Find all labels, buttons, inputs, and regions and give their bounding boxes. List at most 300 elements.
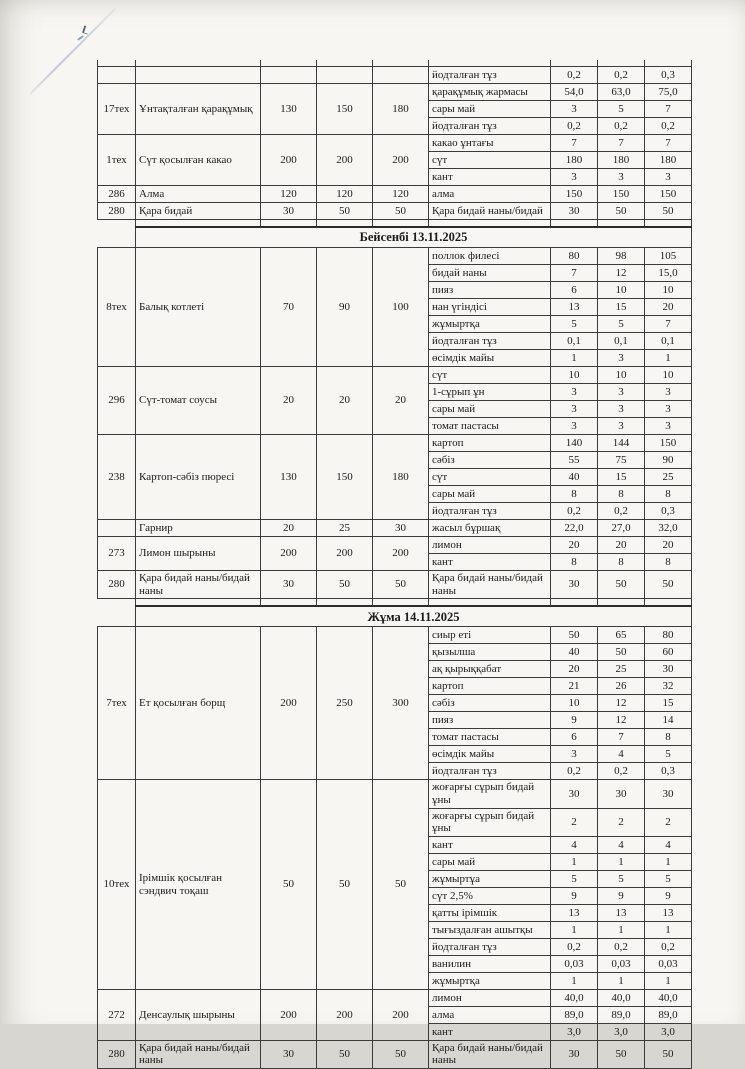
ingredient-name-cell: жоғарғы сұрып бидай ұны xyxy=(429,780,551,808)
ingredient-name-cell: кант xyxy=(429,169,551,186)
portion-weight-cell: 180 xyxy=(373,84,429,135)
ingredient-qty-cell: 180 xyxy=(551,152,598,169)
ingredient-qty-cell: 2 xyxy=(598,808,645,836)
gap-cell xyxy=(551,599,598,607)
ingredient-qty-cell: 105 xyxy=(645,248,692,265)
ingredient-qty-cell: 5 xyxy=(645,746,692,763)
portion-weight-cell: 50 xyxy=(317,571,373,599)
ingredient-qty-cell: 0,2 xyxy=(598,67,645,84)
portion-weight-cell xyxy=(261,67,317,84)
ingredient-qty-cell: 32 xyxy=(645,678,692,695)
ingredient-name-cell: йодталған тұз xyxy=(429,763,551,780)
table-row xyxy=(98,248,692,265)
gap-cell xyxy=(645,220,692,228)
ingredient-name-cell: алма xyxy=(429,186,551,203)
portion-weight-cell: 50 xyxy=(373,1040,429,1068)
ingredient-qty-cell: 0,03 xyxy=(598,955,645,972)
dish-code-cell: 286 xyxy=(98,186,136,203)
ingredient-name-cell: сәбіз xyxy=(429,695,551,712)
ingredient-qty-cell: 21 xyxy=(551,678,598,695)
ingredient-name-cell: сары май xyxy=(429,101,551,118)
ingredient-qty-cell: 50 xyxy=(551,627,598,644)
ingredient-qty-cell: 3 xyxy=(551,746,598,763)
ingredient-qty-cell: 22,0 xyxy=(551,520,598,537)
ingredient-qty-cell: 180 xyxy=(645,152,692,169)
ingredient-name-cell: Қара бидай наны/бидай xyxy=(429,203,551,220)
ingredient-qty-cell: 10 xyxy=(551,367,598,384)
ingredient-qty-cell: 0,3 xyxy=(645,503,692,520)
ingredient-qty-cell: 50 xyxy=(645,1040,692,1068)
ingredient-qty-cell: 0,3 xyxy=(645,67,692,84)
portion-weight-cell: 25 xyxy=(317,520,373,537)
ingredient-qty-cell: 0,03 xyxy=(551,955,598,972)
day-header: Бейсенбі 13.11.2025 xyxy=(136,227,692,248)
gap-cell xyxy=(261,599,317,607)
dish-code-cell: 8тех xyxy=(98,248,136,367)
ingredient-qty-cell: 0,2 xyxy=(645,938,692,955)
portion-weight-cell: 180 xyxy=(373,435,429,520)
ingredient-qty-cell: 8 xyxy=(598,554,645,571)
ingredient-qty-cell: 150 xyxy=(598,186,645,203)
ingredient-qty-cell: 180 xyxy=(598,152,645,169)
ingredient-qty-cell: 54,0 xyxy=(551,84,598,101)
portion-weight-cell: 200 xyxy=(317,989,373,1040)
ingredient-name-cell: картоп xyxy=(429,678,551,695)
ingredient-qty-cell: 7 xyxy=(598,729,645,746)
ingredient-qty-cell: 9 xyxy=(645,887,692,904)
ingredient-qty-cell: 4 xyxy=(551,836,598,853)
ingredient-name-cell: бидай наны xyxy=(429,265,551,282)
ingredient-qty-cell: 30 xyxy=(551,780,598,808)
ingredient-qty-cell: 5 xyxy=(598,870,645,887)
dish-name-cell: Картоп-сәбіз пюресі xyxy=(136,435,261,520)
dish-code-cell: 272 xyxy=(98,989,136,1040)
dish-name-cell: Лимон шырыны xyxy=(136,537,261,571)
section-gap-row xyxy=(98,220,692,228)
ingredient-qty-cell: 150 xyxy=(645,186,692,203)
ingredient-qty-cell: 7 xyxy=(598,135,645,152)
ingredient-qty-cell: 20 xyxy=(645,299,692,316)
dish-code-cell: 280 xyxy=(98,203,136,220)
gap-cell xyxy=(317,599,373,607)
ingredient-qty-cell: 15 xyxy=(598,469,645,486)
ingredient-qty-cell: 1 xyxy=(645,921,692,938)
gap-cell xyxy=(598,599,645,607)
ingredient-qty-cell: 3 xyxy=(598,401,645,418)
portion-weight-cell: 200 xyxy=(317,135,373,186)
ingredient-qty-cell: 1 xyxy=(645,350,692,367)
ingredient-qty-cell: 3,0 xyxy=(598,1023,645,1040)
portion-weight-cell: 150 xyxy=(317,435,373,520)
ingredient-qty-cell: 5 xyxy=(551,316,598,333)
portion-weight-cell: 30 xyxy=(373,520,429,537)
table-row xyxy=(98,367,692,384)
ingredient-qty-cell: 3 xyxy=(645,401,692,418)
ingredient-qty-cell: 7 xyxy=(645,101,692,118)
ingredient-name-cell: жұмыртұа xyxy=(429,870,551,887)
ingredient-qty-cell: 3 xyxy=(598,169,645,186)
ingredient-qty-cell: 8 xyxy=(645,729,692,746)
ingredient-qty-cell: 75 xyxy=(598,452,645,469)
dish-code-cell: 1тех xyxy=(98,135,136,186)
ingredient-qty-cell: 30 xyxy=(551,1040,598,1068)
ingredient-qty-cell: 63,0 xyxy=(598,84,645,101)
ingredient-qty-cell: 3 xyxy=(598,350,645,367)
ingredient-qty-cell: 75,0 xyxy=(645,84,692,101)
portion-weight-cell: 30 xyxy=(261,203,317,220)
ingredient-name-cell: сары май xyxy=(429,401,551,418)
ingredient-qty-cell: 5 xyxy=(598,316,645,333)
dish-code-cell: 238 xyxy=(98,435,136,520)
dish-code-cell xyxy=(98,520,136,537)
ingredient-qty-cell: 65 xyxy=(598,627,645,644)
ingredient-qty-cell: 1 xyxy=(551,350,598,367)
dish-code-cell: 273 xyxy=(98,537,136,571)
ingredient-name-cell: какао ұнтағы xyxy=(429,135,551,152)
ingredient-qty-cell: 10 xyxy=(645,282,692,299)
ingredient-qty-cell: 50 xyxy=(598,644,645,661)
portion-weight-cell: 200 xyxy=(261,537,317,571)
ingredient-qty-cell: 1 xyxy=(598,972,645,989)
table-row xyxy=(98,435,692,452)
ingredient-name-cell: сүт xyxy=(429,367,551,384)
dish-name-cell: Алма xyxy=(136,186,261,203)
ingredient-qty-cell: 89,0 xyxy=(551,1006,598,1023)
ingredient-qty-cell: 1 xyxy=(551,972,598,989)
table-row xyxy=(98,520,692,537)
portion-weight-cell: 50 xyxy=(317,1040,373,1068)
ingredient-qty-cell: 0,2 xyxy=(551,763,598,780)
ingredient-name-cell: кант xyxy=(429,554,551,571)
ingredient-qty-cell: 40,0 xyxy=(645,989,692,1006)
ingredient-qty-cell: 0,2 xyxy=(598,503,645,520)
ingredient-qty-cell: 30 xyxy=(551,571,598,599)
ingredient-qty-cell: 2 xyxy=(551,808,598,836)
ingredient-qty-cell: 13 xyxy=(645,904,692,921)
ingredient-qty-cell: 80 xyxy=(645,627,692,644)
ingredient-qty-cell: 50 xyxy=(598,203,645,220)
ingredient-name-cell: алма xyxy=(429,1006,551,1023)
ingredient-qty-cell: 0,3 xyxy=(645,763,692,780)
ingredient-qty-cell: 3,0 xyxy=(645,1023,692,1040)
ingredient-qty-cell: 3 xyxy=(551,401,598,418)
ingredient-name-cell: ванилин xyxy=(429,955,551,972)
ingredient-qty-cell: 3 xyxy=(551,418,598,435)
ingredient-qty-cell: 30 xyxy=(551,203,598,220)
dish-name-cell: Қара бидай наны/бидай наны xyxy=(136,1040,261,1068)
ingredient-qty-cell: 3 xyxy=(598,384,645,401)
ingredient-qty-cell: 50 xyxy=(598,1040,645,1068)
dish-name-cell: Сүт қосылған какао xyxy=(136,135,261,186)
gap-cell xyxy=(261,220,317,228)
portion-weight-cell: 120 xyxy=(373,186,429,203)
ingredient-qty-cell: 7 xyxy=(551,265,598,282)
table-row xyxy=(98,780,692,808)
portion-weight-cell: 70 xyxy=(261,248,317,367)
ingredient-qty-cell: 30 xyxy=(645,780,692,808)
ingredient-qty-cell: 55 xyxy=(551,452,598,469)
ingredient-qty-cell: 0,2 xyxy=(551,503,598,520)
ingredient-qty-cell: 0,2 xyxy=(598,938,645,955)
ingredient-qty-cell: 8 xyxy=(551,486,598,503)
ingredient-qty-cell: 0,1 xyxy=(645,333,692,350)
ingredient-qty-cell: 98 xyxy=(598,248,645,265)
dish-name-cell: Ұнтақталған қарақұмық xyxy=(136,84,261,135)
ingredient-qty-cell: 7 xyxy=(551,135,598,152)
ingredient-qty-cell: 3 xyxy=(645,169,692,186)
ingredient-qty-cell: 4 xyxy=(645,836,692,853)
ingredient-qty-cell: 40,0 xyxy=(551,989,598,1006)
dish-name-cell: Гарнир xyxy=(136,520,261,537)
portion-weight-cell: 130 xyxy=(261,435,317,520)
blank-cell xyxy=(98,227,136,248)
ingredient-qty-cell: 40 xyxy=(551,644,598,661)
gap-cell xyxy=(317,220,373,228)
portion-weight-cell: 200 xyxy=(373,135,429,186)
dish-name-cell: Сүт-томат соусы xyxy=(136,367,261,435)
dish-name-cell: Ірімшік қосылған сэндвич тоқаш xyxy=(136,780,261,990)
ingredient-qty-cell: 8 xyxy=(551,554,598,571)
ingredient-qty-cell: 1 xyxy=(645,853,692,870)
ingredient-name-cell: поллок филесі xyxy=(429,248,551,265)
ingredient-name-cell: йодталған тұз xyxy=(429,118,551,135)
dish-code-cell: 7тех xyxy=(98,627,136,780)
ingredient-qty-cell: 50 xyxy=(598,571,645,599)
ingredient-qty-cell: 5 xyxy=(551,870,598,887)
ingredient-name-cell: томат пастасы xyxy=(429,729,551,746)
day-header-row xyxy=(98,227,692,248)
portion-weight-cell: 30 xyxy=(261,1040,317,1068)
ingredient-name-cell: йодталған тұз xyxy=(429,503,551,520)
portion-weight-cell: 150 xyxy=(317,84,373,135)
portion-weight-cell: 200 xyxy=(261,989,317,1040)
dish-name-cell: Балық котлеті xyxy=(136,248,261,367)
ingredient-qty-cell: 0,2 xyxy=(551,938,598,955)
ingredient-qty-cell: 10 xyxy=(598,282,645,299)
table-row xyxy=(98,989,692,1006)
dish-name-cell: Қара бидай наны/бидай наны xyxy=(136,571,261,599)
portion-weight-cell: 200 xyxy=(317,537,373,571)
ingredient-name-cell: йодталған тұз xyxy=(429,67,551,84)
ingredient-qty-cell: 10 xyxy=(598,367,645,384)
portion-weight-cell: 30 xyxy=(261,571,317,599)
portion-weight-cell: 50 xyxy=(317,203,373,220)
ingredient-qty-cell: 60 xyxy=(645,644,692,661)
ingredient-qty-cell: 5 xyxy=(645,870,692,887)
ingredient-qty-cell: 0,2 xyxy=(645,118,692,135)
ingredient-name-cell: йодталған тұз xyxy=(429,333,551,350)
ingredient-qty-cell: 140 xyxy=(551,435,598,452)
ingredient-qty-cell: 3 xyxy=(598,418,645,435)
table-row xyxy=(98,1040,692,1068)
ingredient-name-cell: қатты ірімшік xyxy=(429,904,551,921)
ingredient-qty-cell: 12 xyxy=(598,695,645,712)
menu-table xyxy=(97,60,692,1069)
dish-name-cell: Ет қосылған борщ xyxy=(136,627,261,780)
ingredient-qty-cell: 40 xyxy=(551,469,598,486)
ingredient-qty-cell: 10 xyxy=(551,695,598,712)
portion-weight-cell: 300 xyxy=(373,627,429,780)
ingredient-qty-cell: 2 xyxy=(645,808,692,836)
portion-weight-cell xyxy=(373,67,429,84)
portion-weight-cell: 120 xyxy=(317,186,373,203)
ingredient-qty-cell: 0,2 xyxy=(598,763,645,780)
gap-cell xyxy=(429,220,551,228)
ingredient-qty-cell: 1 xyxy=(598,853,645,870)
ingredient-name-cell: сары май xyxy=(429,853,551,870)
ingredient-name-cell: сүт xyxy=(429,152,551,169)
dish-name-cell: Денсаулық шырыны xyxy=(136,989,261,1040)
ingredient-qty-cell: 6 xyxy=(551,729,598,746)
ingredient-name-cell: сәбіз xyxy=(429,452,551,469)
ingredient-qty-cell: 15,0 xyxy=(645,265,692,282)
table-row xyxy=(98,67,692,84)
portion-weight-cell: 20 xyxy=(317,367,373,435)
ingredient-qty-cell: 20 xyxy=(551,661,598,678)
blank-cell xyxy=(98,599,136,607)
ingredient-qty-cell: 0,03 xyxy=(645,955,692,972)
dish-code-cell: 296 xyxy=(98,367,136,435)
gap-cell xyxy=(551,220,598,228)
portion-weight-cell: 20 xyxy=(261,367,317,435)
ingredient-name-cell: 1-сұрып ұн xyxy=(429,384,551,401)
ingredient-qty-cell: 20 xyxy=(645,537,692,554)
portion-weight-cell: 20 xyxy=(261,520,317,537)
dish-code-cell: 280 xyxy=(98,1040,136,1068)
ingredient-name-cell: пияз xyxy=(429,712,551,729)
portion-weight-cell: 50 xyxy=(373,571,429,599)
portion-weight-cell: 130 xyxy=(261,84,317,135)
ingredient-name-cell: жұмыртқа xyxy=(429,316,551,333)
ingredient-qty-cell: 12 xyxy=(598,265,645,282)
gap-cell xyxy=(373,220,429,228)
portion-weight-cell: 120 xyxy=(261,186,317,203)
ingredient-qty-cell: 10 xyxy=(645,367,692,384)
portion-weight-cell: 200 xyxy=(261,627,317,780)
dish-name-cell xyxy=(136,67,261,84)
dish-code-cell: 10тех xyxy=(98,780,136,990)
ingredient-qty-cell: 8 xyxy=(598,486,645,503)
ingredient-name-cell: Қара бидай наны/бидай наны xyxy=(429,571,551,599)
ingredient-qty-cell: 1 xyxy=(551,853,598,870)
ingredient-qty-cell: 20 xyxy=(551,537,598,554)
ingredient-qty-cell: 30 xyxy=(645,661,692,678)
ingredient-name-cell: нан үгіндісі xyxy=(429,299,551,316)
table-row xyxy=(98,537,692,554)
table-row xyxy=(98,571,692,599)
ingredient-qty-cell: 90 xyxy=(645,452,692,469)
ingredient-qty-cell: 0,1 xyxy=(551,333,598,350)
ingredient-qty-cell: 4 xyxy=(598,836,645,853)
portion-weight-cell: 200 xyxy=(261,135,317,186)
ingredient-qty-cell: 6 xyxy=(551,282,598,299)
ingredient-qty-cell: 0,2 xyxy=(551,118,598,135)
ingredient-qty-cell: 7 xyxy=(645,316,692,333)
day-header-row xyxy=(98,606,692,627)
ingredient-qty-cell: 4 xyxy=(598,746,645,763)
ingredient-name-cell: сары май xyxy=(429,486,551,503)
ingredient-name-cell: кант xyxy=(429,1023,551,1040)
gap-cell xyxy=(136,599,261,607)
ingredient-qty-cell: 8 xyxy=(645,554,692,571)
ingredient-qty-cell: 50 xyxy=(645,203,692,220)
ingredient-name-cell: ақ қырыққабат xyxy=(429,661,551,678)
ingredient-qty-cell: 1 xyxy=(645,972,692,989)
ingredient-name-cell: сүт 2,5% xyxy=(429,887,551,904)
gap-cell xyxy=(598,220,645,228)
ingredient-name-cell: йодталған тұз xyxy=(429,938,551,955)
ingredient-qty-cell: 3,0 xyxy=(551,1023,598,1040)
dish-code-cell: 280 xyxy=(98,571,136,599)
ingredient-qty-cell: 0,2 xyxy=(551,67,598,84)
ingredient-qty-cell: 8 xyxy=(645,486,692,503)
ingredient-name-cell: сиыр еті xyxy=(429,627,551,644)
ingredient-qty-cell: 144 xyxy=(598,435,645,452)
portion-weight-cell: 90 xyxy=(317,248,373,367)
ingredient-qty-cell: 30 xyxy=(598,780,645,808)
ingredient-qty-cell: 13 xyxy=(551,904,598,921)
ingredient-qty-cell: 25 xyxy=(598,661,645,678)
ingredient-name-cell: кант xyxy=(429,836,551,853)
ingredient-qty-cell: 32,0 xyxy=(645,520,692,537)
gap-cell xyxy=(373,599,429,607)
ingredient-name-cell: пияз xyxy=(429,282,551,299)
portion-weight-cell: 100 xyxy=(373,248,429,367)
blank-cell xyxy=(98,220,136,228)
gap-cell xyxy=(429,599,551,607)
ingredient-name-cell: жұмыртқа xyxy=(429,972,551,989)
ingredient-name-cell: томат пастасы xyxy=(429,418,551,435)
portion-weight-cell: 250 xyxy=(317,627,373,780)
ingredient-name-cell: өсімдік майы xyxy=(429,746,551,763)
ingredient-qty-cell: 15 xyxy=(645,695,692,712)
table-row xyxy=(98,627,692,644)
ingredient-qty-cell: 0,1 xyxy=(598,333,645,350)
ingredient-name-cell: сүт xyxy=(429,469,551,486)
table-row xyxy=(98,203,692,220)
ingredient-qty-cell: 9 xyxy=(551,887,598,904)
ingredient-qty-cell: 3 xyxy=(645,384,692,401)
day-header: Жұма 14.11.2025 xyxy=(136,606,692,627)
ingredient-qty-cell: 150 xyxy=(645,435,692,452)
table-row xyxy=(98,84,692,101)
portion-weight-cell: 50 xyxy=(317,780,373,990)
ingredient-name-cell: тығыздалған ашытқы xyxy=(429,921,551,938)
ingredient-qty-cell: 3 xyxy=(645,418,692,435)
section-gap-row xyxy=(98,599,692,607)
table-row xyxy=(98,135,692,152)
ingredient-qty-cell: 9 xyxy=(551,712,598,729)
ingredient-qty-cell: 7 xyxy=(645,135,692,152)
ingredient-name-cell: картоп xyxy=(429,435,551,452)
ingredient-name-cell: Қара бидай наны/бидай наны xyxy=(429,1040,551,1068)
ingredient-name-cell: лимон xyxy=(429,989,551,1006)
table-row xyxy=(98,186,692,203)
ingredient-name-cell: лимон xyxy=(429,537,551,554)
portion-weight-cell: 200 xyxy=(373,537,429,571)
ingredient-qty-cell: 14 xyxy=(645,712,692,729)
ingredient-qty-cell: 9 xyxy=(598,887,645,904)
portion-weight-cell: 200 xyxy=(373,989,429,1040)
ingredient-name-cell: қызылша xyxy=(429,644,551,661)
gap-cell xyxy=(136,220,261,228)
ingredient-qty-cell: 40,0 xyxy=(598,989,645,1006)
ingredient-qty-cell: 27,0 xyxy=(598,520,645,537)
portion-weight-cell: 50 xyxy=(261,780,317,990)
portion-weight-cell: 50 xyxy=(373,203,429,220)
ingredient-qty-cell: 15 xyxy=(598,299,645,316)
ingredient-qty-cell: 13 xyxy=(551,299,598,316)
